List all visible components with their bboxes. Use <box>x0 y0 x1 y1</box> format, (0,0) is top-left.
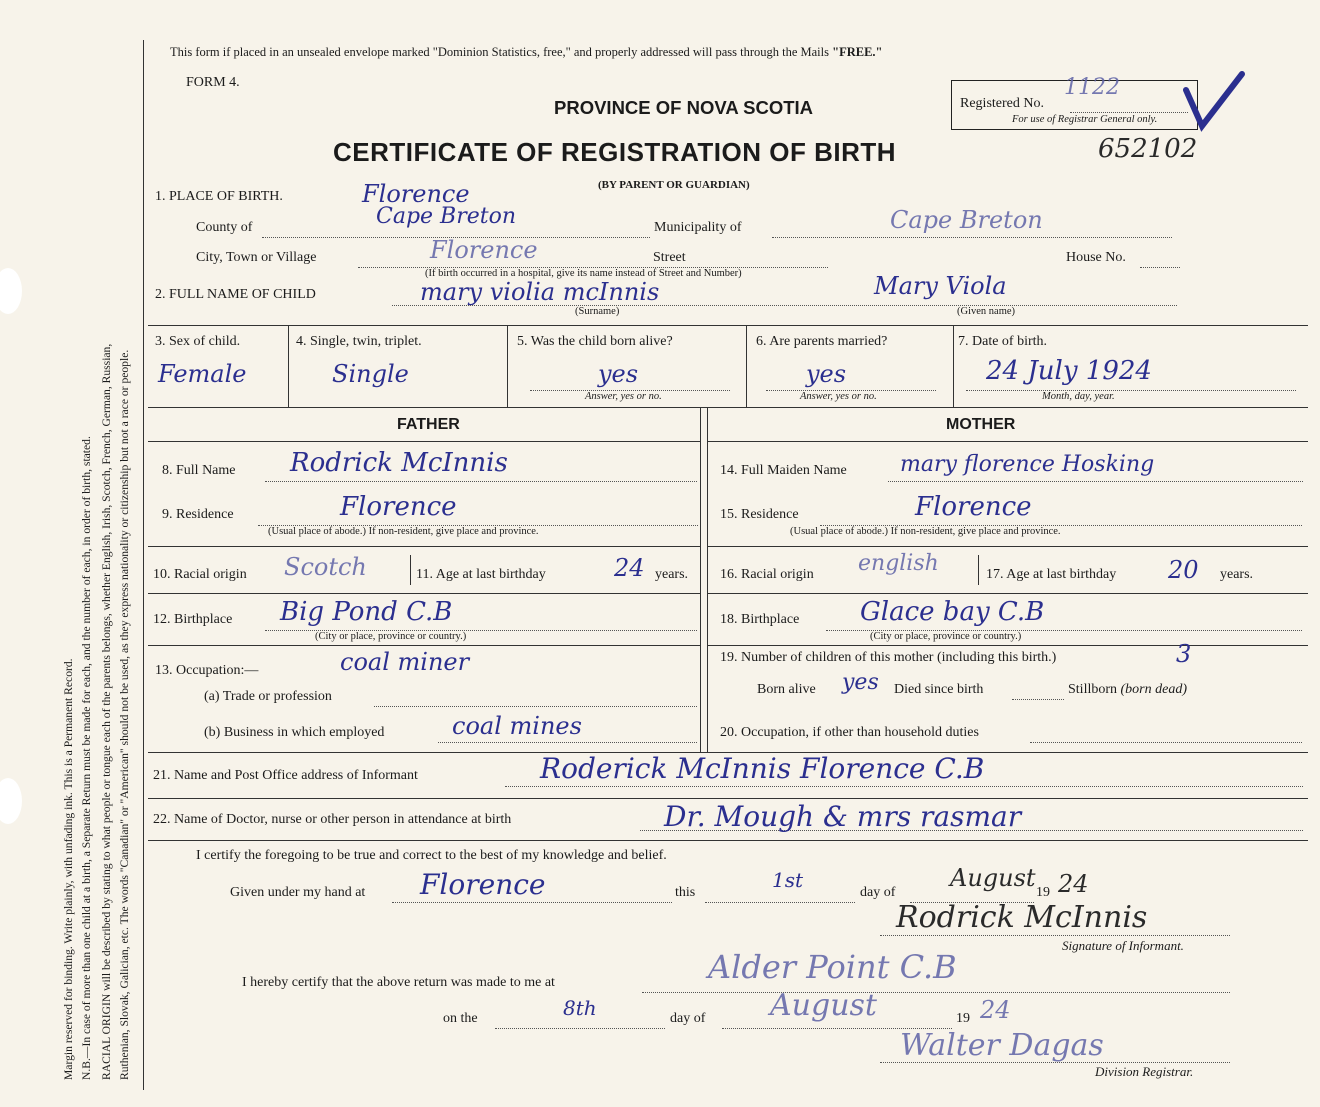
registrar-signature[interactable]: Walter Dagas <box>900 1028 1104 1063</box>
mother-residence-label: 15. Residence <box>720 507 799 522</box>
mother-birthplace-note: (City or place, province or country.) <box>870 631 1022 642</box>
place-of-birth-value[interactable]: Florence <box>362 180 470 208</box>
child-name-label: 2. FULL NAME OF CHILD <box>155 287 316 302</box>
municipality-label: Municipality of <box>654 220 742 235</box>
parents-married-value[interactable]: yes <box>806 360 847 388</box>
sex-label: 3. Sex of child. <box>155 334 241 349</box>
informant-label: 21. Name and Post Office address of Informant <box>153 768 418 783</box>
mother-name-value[interactable]: mary florence Hosking <box>900 452 1155 477</box>
born-alive-label: 5. Was the child born alive? <box>517 334 673 349</box>
registrar-year-value[interactable]: 24 <box>980 996 1011 1024</box>
date-of-birth-note: Month, day, year. <box>1042 391 1115 402</box>
father-birthplace-value[interactable]: Big Pond C.B <box>280 597 453 627</box>
father-name-label: 8. Full Name <box>162 463 236 478</box>
mother-racial-label: 16. Racial origin <box>720 567 814 582</box>
parents-married-note: Answer, yes or no. <box>800 391 877 402</box>
margin-note-binding: Margin reserved for binding. Write plainly, with unfading ink. This is a Permanent Record. <box>62 658 75 1080</box>
mother-years-label: years. <box>1220 567 1254 582</box>
father-racial-value[interactable]: Scotch <box>284 553 367 581</box>
father-age-value[interactable]: 24 <box>614 554 645 582</box>
father-name-value[interactable]: Rodrick McInnis <box>290 448 508 478</box>
father-heading: FATHER <box>397 416 460 433</box>
punch-hole <box>0 778 22 824</box>
mother-birthplace-value[interactable]: Glace bay C.B <box>860 597 1045 627</box>
registrar-day-of-label: day of <box>670 1011 706 1026</box>
parents-married-label: 6. Are parents married? <box>756 334 888 349</box>
registrar-certification: I hereby certify that the above return was made to me at <box>242 975 555 990</box>
father-occupation-label: 13. Occupation:— <box>155 663 259 678</box>
county-value[interactable]: Cape Breton <box>376 204 517 229</box>
form-number: FORM 4. <box>186 75 240 90</box>
margin-note-racial-origin-2: Ruthenian, Slovak, Galician, etc. The words "Canadian" or "American" should not be used, as they express nationality or citizenship but not a race or people. <box>118 349 131 1080</box>
father-occupation-value[interactable]: coal miner <box>340 648 470 676</box>
given-year-value[interactable]: 24 <box>1058 870 1089 898</box>
trade-label: (a) Trade or profession <box>204 689 332 704</box>
registrar-day-value[interactable]: 8th <box>563 996 597 1020</box>
hospital-note: (If birth occurred in a hospital, give its name instead of Street and Number) <box>425 268 742 279</box>
place-of-birth-label: 1. PLACE OF BIRTH. <box>155 189 283 204</box>
signature-of-informant-label: Signature of Informant. <box>1062 938 1184 953</box>
doctor-label: 22. Name of Doctor, nurse or other person in attendance at birth <box>153 812 512 827</box>
mother-occupation-label: 20. Occupation, if other than household duties <box>720 725 979 740</box>
born-alive-count-value[interactable]: yes <box>842 670 879 695</box>
father-birthplace-note: (City or place, province or country.) <box>315 631 467 642</box>
margin-note-multiple-births: N.B.—In case of more than one child at a birth, a Separate Return must be made for each, and the number of each, in order of birth, stated. <box>80 436 93 1080</box>
city-label: City, Town or Village <box>196 250 317 265</box>
registered-number-label: Registered No. <box>960 96 1044 111</box>
business-label: (b) Business in which employed <box>204 725 385 740</box>
informant-value[interactable]: Roderick McInnis Florence C.B <box>540 752 985 785</box>
this-label: this <box>675 885 696 900</box>
single-twin-label: 4. Single, twin, triplet. <box>296 334 422 349</box>
father-residence-label: 9. Residence <box>162 507 234 522</box>
single-twin-value[interactable]: Single <box>332 360 409 388</box>
mother-residence-value[interactable]: Florence <box>915 492 1032 522</box>
county-label: County of <box>196 220 253 235</box>
father-racial-label: 10. Racial origin <box>153 567 247 582</box>
postal-notice: This form if placed in an unsealed envelope marked "Dominion Statistics, free," and properly addressed will pass through the Mails "FREE." <box>170 45 883 59</box>
given-month-value[interactable]: August <box>950 864 1036 892</box>
father-age-label: 11. Age at last birthday <box>416 567 546 582</box>
certificate-number: 652102 <box>1098 134 1198 164</box>
province-heading: PROVINCE OF NOVA SCOTIA <box>554 97 814 118</box>
born-alive-count-label: Born alive <box>757 682 816 697</box>
registered-number-value[interactable]: 1122 <box>1064 75 1120 100</box>
mother-birthplace-label: 18. Birthplace <box>720 612 800 627</box>
punch-hole <box>0 268 22 314</box>
doctor-value[interactable]: Dr. Mough & mrs rasmar <box>664 800 1022 833</box>
children-count-value[interactable]: 3 <box>1176 640 1192 668</box>
given-year-prefix: 19 <box>1036 885 1050 900</box>
street-label: Street <box>653 250 686 265</box>
informant-certification: I certify the foregoing to be true and correct to the best of my knowledge and belief. <box>196 848 667 863</box>
house-number-label: House No. <box>1066 250 1126 265</box>
informant-signature[interactable]: Rodrick McInnis <box>896 900 1148 935</box>
division-registrar-label: Division Registrar. <box>1095 1064 1194 1079</box>
surname-note: (Surname) <box>575 306 620 317</box>
children-count-label: 19. Number of children of this mother (including this birth.) <box>720 650 1057 665</box>
died-since-birth-label: Died since birth <box>894 682 984 697</box>
registrar-month-value[interactable]: August <box>770 988 877 1023</box>
mother-age-label: 17. Age at last birthday <box>986 567 1117 582</box>
father-residence-note: (Usual place of abode.) If non-resident, give place and province. <box>268 526 539 537</box>
child-name-value[interactable]: mary violia mcInnis <box>420 278 660 306</box>
certificate-title: CERTIFICATE OF REGISTRATION OF BIRTH <box>333 137 897 167</box>
father-business-value[interactable]: coal mines <box>452 712 582 740</box>
mother-racial-value[interactable]: english <box>858 551 939 576</box>
mother-heading: MOTHER <box>946 416 1016 433</box>
mother-name-label: 14. Full Maiden Name <box>720 463 847 478</box>
municipality-value[interactable]: Cape Breton <box>890 206 1043 234</box>
check-mark-icon <box>1180 68 1250 138</box>
certificate-subtitle: (BY PARENT OR GUARDIAN) <box>598 179 750 191</box>
registrar-only-note: For use of Registrar General only. <box>1012 114 1158 125</box>
father-residence-value[interactable]: Florence <box>340 492 457 522</box>
mother-age-value[interactable]: 20 <box>1168 556 1199 584</box>
registered-number-box <box>951 75 1198 130</box>
given-name-note: (Given name) <box>957 306 1016 317</box>
margin-note-racial-origin: RACIAL ORIGIN will be described by stating to what people or tongue each of the parents belongs, whether English, Irish, Scotch, French, German, Russian, <box>100 343 113 1080</box>
city-value[interactable]: Florence <box>430 236 538 264</box>
margin-rule <box>143 40 144 1090</box>
born-alive-note: Answer, yes or no. <box>585 391 662 402</box>
father-birthplace-label: 12. Birthplace <box>153 612 233 627</box>
on-the-label: on the <box>443 1011 478 1026</box>
given-under-hand-label: Given under my hand at <box>230 885 366 900</box>
stillborn-label: Stillborn (born dead) <box>1068 682 1188 697</box>
mother-residence-note: (Usual place of abode.) If non-resident, give place and province. <box>790 526 1061 537</box>
born-alive-value[interactable]: yes <box>598 360 639 388</box>
date-of-birth-label: 7. Date of birth. <box>958 334 1048 349</box>
registrar-place-value[interactable]: Alder Point C.B <box>708 948 957 986</box>
father-years-label: years. <box>655 567 689 582</box>
given-day-of-label: day of <box>860 885 896 900</box>
sex-value[interactable]: Female <box>158 360 247 388</box>
given-day-value[interactable]: 1st <box>772 868 804 892</box>
child-given-name-value[interactable]: Mary Viola <box>874 272 1007 300</box>
given-place-value[interactable]: Florence <box>420 868 546 901</box>
registrar-year-prefix: 19 <box>956 1011 970 1026</box>
date-of-birth-value[interactable]: 24 July 1924 <box>986 356 1152 386</box>
